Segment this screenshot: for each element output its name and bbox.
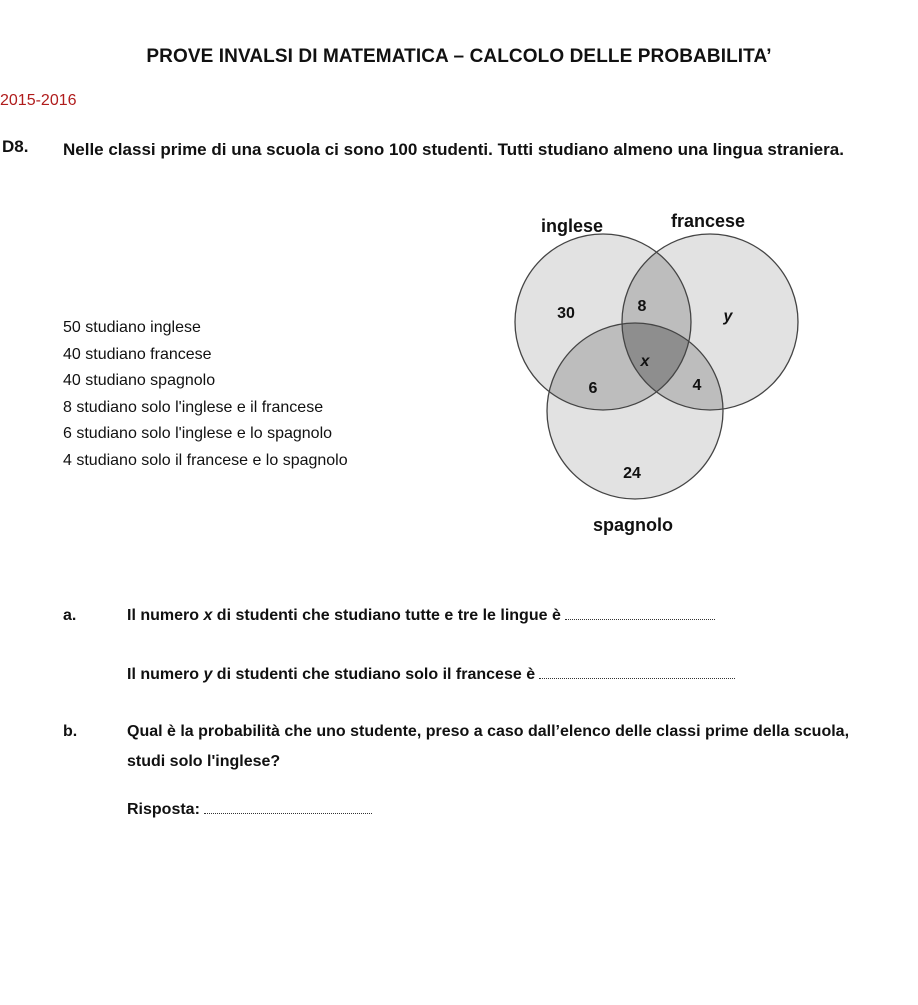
school-year: 2015-2016 — [0, 92, 77, 109]
question-text: Nelle classi prime di una scuola ci sono 100 studenti. Tutti studiano almeno una lingua straniera. — [63, 140, 844, 159]
value-inglese-spagnolo: 6 — [588, 380, 598, 397]
answer-blank-b[interactable] — [204, 801, 372, 814]
label-francese: francese — [670, 211, 746, 231]
question-number: D8. — [2, 137, 29, 156]
answer-blank-y[interactable] — [539, 666, 735, 679]
value-francese-spagnolo: 4 — [692, 377, 702, 394]
value-inglese-francese: 8 — [637, 298, 647, 315]
part-a-x-suffix: di studenti che studiano tutte e tre le lingue è — [212, 607, 561, 624]
fact-item: 40 studiano francese — [63, 345, 212, 363]
var-x: x — [203, 607, 213, 624]
venn-diagram — [490, 205, 810, 545]
answer-blank-x[interactable] — [565, 607, 715, 620]
label-spagnolo: spagnolo — [593, 515, 673, 535]
part-a-question-y — [127, 666, 735, 684]
facts-list — [63, 315, 348, 474]
answer-label: Risposta: — [127, 801, 200, 818]
var-y: y — [203, 666, 213, 683]
fact-item: 6 studiano solo l'inglese e lo spagnolo — [63, 425, 333, 442]
fact-item: 50 studiano inglese — [63, 319, 201, 336]
part-a-x-prefix: Il numero — [127, 607, 204, 624]
fact-item: 4 studiano solo il francese e lo spagnolo — [63, 451, 348, 469]
part-a-y-suffix: di studenti che studiano solo il francese è — [212, 666, 536, 683]
page-title: PROVE INVALSI DI MATEMATICA – CALCOLO DELLE PROBABILITA’ — [146, 46, 772, 67]
fact-item: 40 studiano spagnolo — [63, 372, 216, 389]
part-a-y-prefix: Il numero — [127, 666, 204, 683]
label-inglese: inglese — [540, 216, 604, 236]
part-b-question: Qual è la probabilità che uno studente, preso a caso dall’elenco delle classi prime della scuola, studi solo l'inglese? — [127, 723, 850, 770]
part-a-question-x — [127, 607, 715, 625]
fact-item: 8 studiano solo l'inglese e il francese — [63, 398, 324, 416]
part-b-answer — [127, 801, 372, 819]
value-spagnolo-only: 24 — [623, 465, 641, 482]
value-inglese-only: 30 — [557, 305, 575, 322]
part-a-letter: a. — [63, 607, 77, 624]
value-all-three: x — [640, 353, 650, 370]
value-francese-only: y — [723, 308, 733, 325]
part-b-letter: b. — [63, 723, 78, 740]
